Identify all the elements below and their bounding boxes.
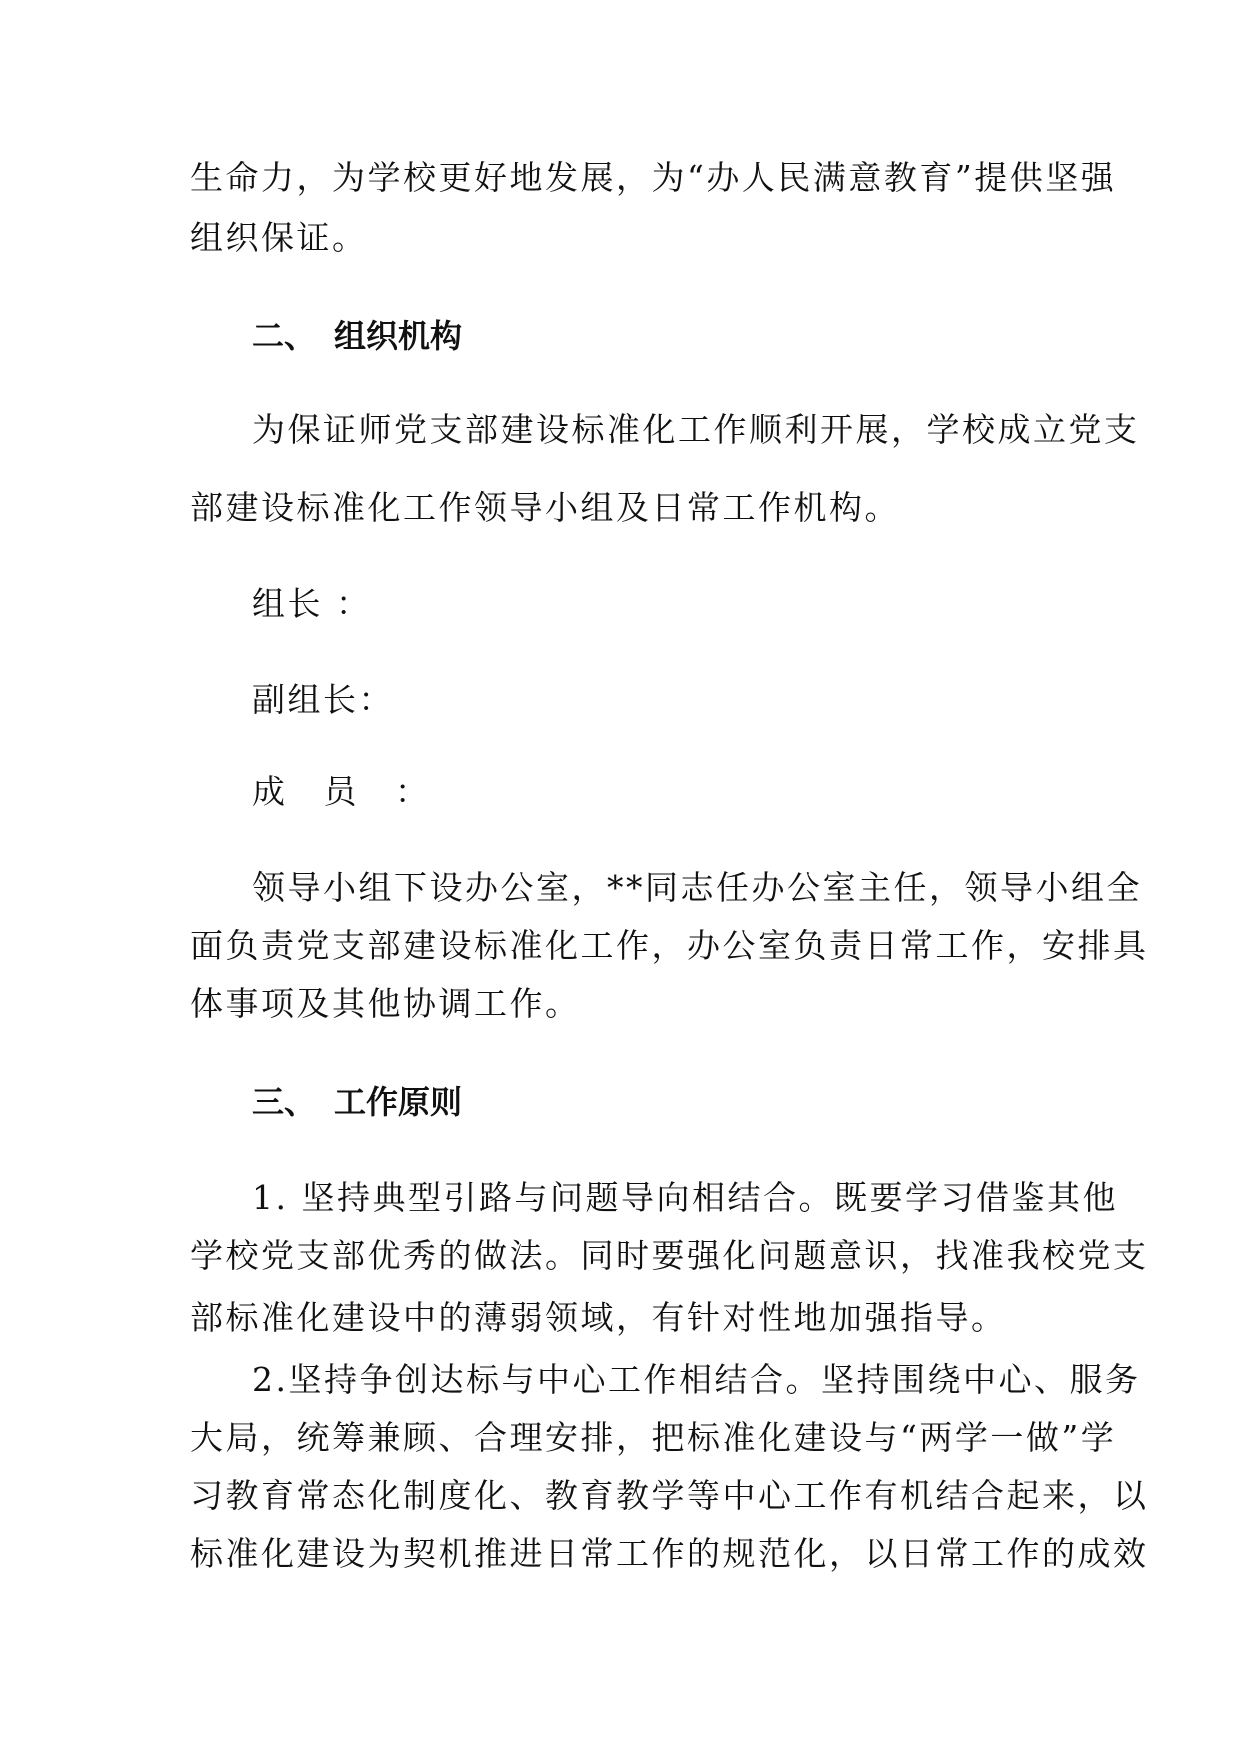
list-item-1-line: 1. 坚持典型引路与问题导向相结合。既要学习借鉴其他 bbox=[252, 1178, 1118, 1217]
intro-line-1: 生命力，为学校更好地发展，为“办人民满意教育”提供坚强 bbox=[190, 158, 1117, 197]
paragraph-line: 面负责党支部建设标准化工作，办公室负责日常工作，安排具 bbox=[190, 926, 1149, 965]
list-item-2-line: 习教育常态化制度化、教育教学等中心工作有机结合起来，以 bbox=[190, 1476, 1149, 1515]
paragraph-line: 领导小组下设办公室，**同志任办公室主任，领导小组全 bbox=[252, 868, 1142, 907]
role-deputy-leader: 副组长： bbox=[252, 680, 394, 719]
list-item-1-line: 部标准化建设中的薄弱领域，有针对性地加强指导。 bbox=[190, 1298, 1007, 1337]
paragraph-line: 部建设标准化工作领导小组及日常工作机构。 bbox=[190, 488, 900, 527]
section-number: 二、 bbox=[252, 317, 317, 355]
paragraph-line: 体事项及其他协调工作。 bbox=[190, 984, 581, 1023]
section-title: 组织机构 bbox=[334, 317, 463, 355]
list-item-2-line: 标准化建设为契机推进日常工作的规范化，以日常工作的成效 bbox=[190, 1534, 1149, 1573]
section-title: 工作原则 bbox=[334, 1083, 463, 1121]
section-heading-3 bbox=[252, 1082, 462, 1122]
list-item-2-line: 2.坚持争创达标与中心工作相结合。坚持围绕中心、服务 bbox=[252, 1360, 1141, 1399]
section-number: 三、 bbox=[252, 1083, 317, 1121]
intro-line-2: 组织保证。 bbox=[190, 218, 368, 257]
role-members: 成 员 ： bbox=[252, 772, 442, 811]
role-leader: 组长 ： bbox=[252, 584, 372, 623]
list-item-1-line: 学校党支部优秀的做法。同时要强化问题意识，找准我校党支 bbox=[190, 1236, 1149, 1275]
paragraph-line: 为保证师党支部建设标准化工作顺利开展，学校成立党支 bbox=[252, 410, 1140, 449]
list-item-2-line: 大局，统筹兼顾、合理安排，把标准化建设与“两学一做”学 bbox=[190, 1418, 1117, 1457]
section-heading-2 bbox=[252, 316, 462, 356]
